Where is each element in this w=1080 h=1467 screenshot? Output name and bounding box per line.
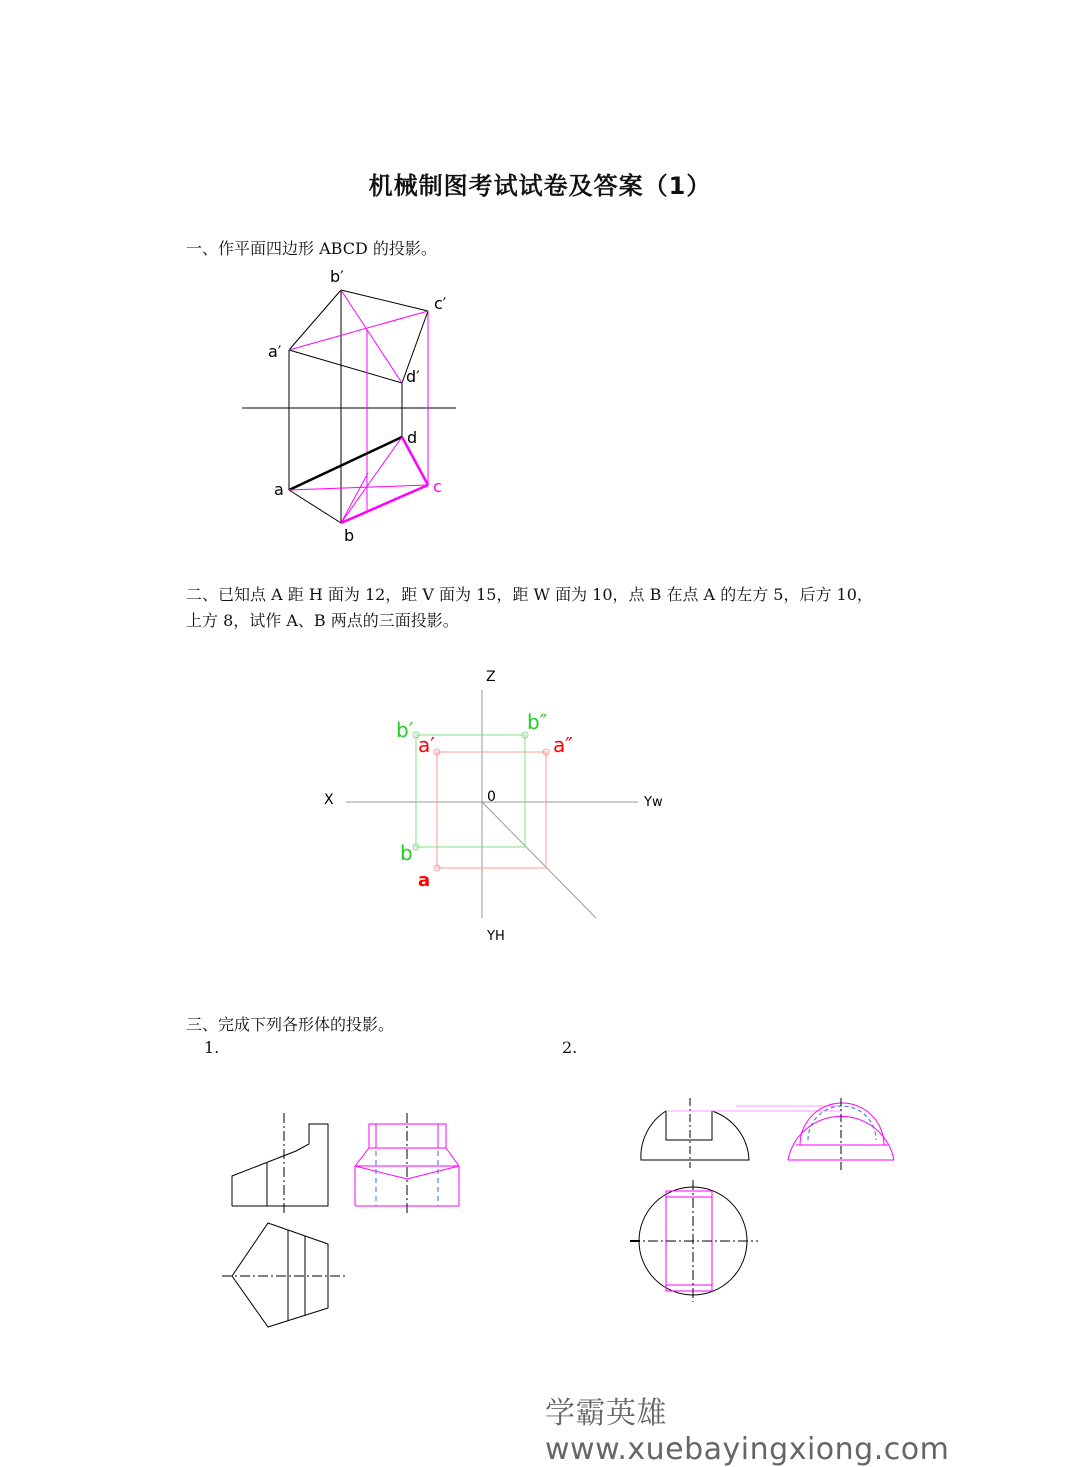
fig2-45-line xyxy=(482,802,596,918)
question-2-line-2: 上方 8，试作 A、B 两点的三面投影。 xyxy=(186,611,459,630)
label-a-prime: a′ xyxy=(268,342,282,361)
axis-label-yh: YH xyxy=(487,929,505,944)
label-a-prime-2: a′ xyxy=(418,733,435,757)
fig1-front-edge-bc xyxy=(341,290,428,311)
fig31-top-outline xyxy=(232,1223,328,1327)
question-3-sub-1: 1. xyxy=(204,1038,220,1057)
label-d-prime: d′ xyxy=(406,367,420,386)
fig1-front-edge-ad xyxy=(289,350,402,383)
figure-3-2-views xyxy=(630,1098,894,1302)
page-title: 机械制图考试试卷及答案（1） xyxy=(368,172,712,200)
fig1-top-edge-ad xyxy=(289,437,402,490)
label-a-dprime: a″ xyxy=(553,733,573,757)
fig1-top-edge-ab xyxy=(289,490,341,523)
label-b-prime-2: b′ xyxy=(396,718,414,742)
question-3-sub-2: 2. xyxy=(562,1038,578,1057)
question-1-text: 一、作平面四边形 ABCD 的投影。 xyxy=(186,239,437,258)
fig1-top-diag-ac xyxy=(289,485,428,490)
label-b: b xyxy=(344,526,355,545)
figure-3-1-views xyxy=(222,1113,459,1327)
label-c-prime: c′ xyxy=(434,294,447,313)
fig31-front-outline xyxy=(232,1124,328,1206)
question-3-text: 三、完成下列各形体的投影。 xyxy=(186,1015,395,1034)
axis-label-yw: Yw xyxy=(644,795,663,810)
axis-label-x: X xyxy=(324,792,334,808)
label-a-2: a xyxy=(418,870,431,891)
axis-label-o: 0 xyxy=(487,789,496,805)
label-c: c xyxy=(433,477,442,496)
fig32-front-outline xyxy=(641,1111,749,1160)
label-b-prime: b′ xyxy=(330,267,344,286)
fig1-front-diag-bd xyxy=(341,290,402,383)
watermark: 学霸英雄 www.xuebayingxiong.com xyxy=(545,1396,950,1467)
label-d: d xyxy=(407,428,418,447)
label-b-2: b xyxy=(400,841,413,865)
axis-label-z: Z xyxy=(486,669,496,685)
fig1-top-aux-line xyxy=(341,473,368,523)
figure-2-labels xyxy=(324,669,663,944)
question-2-line-1: 二、已知点 A 距 H 面为 12，距 V 面为 15，距 W 面为 10，点 B 在点 A 的左方 5，后方 10， xyxy=(186,585,873,604)
label-a: a xyxy=(274,480,284,499)
fig1-front-edge-ab xyxy=(289,290,341,350)
label-b-dprime: b″ xyxy=(527,710,548,734)
